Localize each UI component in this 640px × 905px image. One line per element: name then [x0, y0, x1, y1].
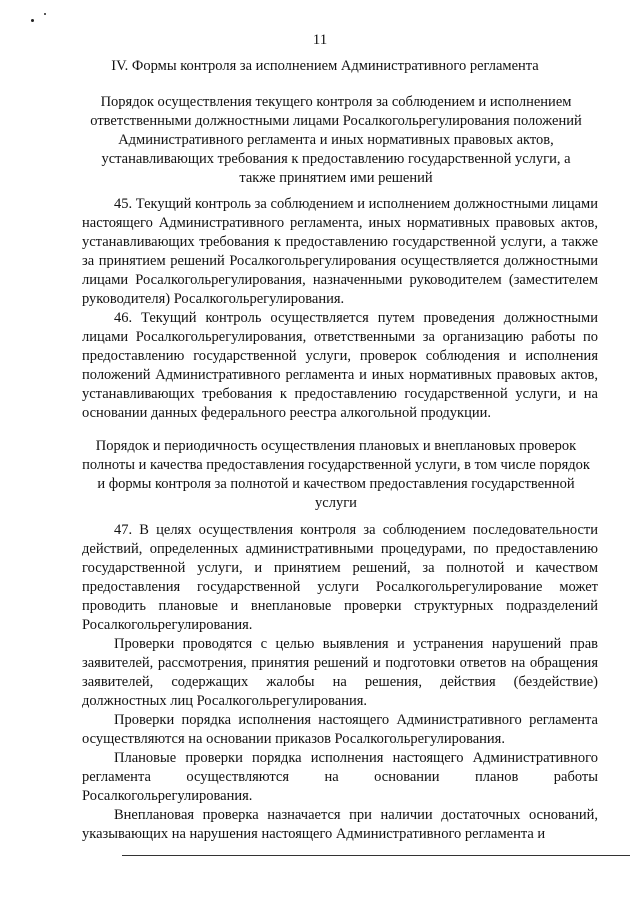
- paragraph-46: 46. Текущий контроль осуществляется путем проведения должностными лицами Росалкогольрегулирования, ответственными за организацию работы по предоставлению государственной услуги, проверок соблюдения и исполнения положений Административного регламента и иных нормативных правовых актов, устанавливающих требования к предоставлению государственной услуги, и на основании данных федерального реестра алкогольной продукции.: [82, 310, 598, 421]
- paragraph-inspection-purpose: Проверки проводятся с целью выявления и устранения нарушений прав заявителей, рассмотрения, принятия решений и подготовки ответов на обращения заявителей, содержащих жалобы на решения, действия (бездействие) должностных лиц Росалкогольрегулирования.: [82, 636, 598, 709]
- paragraph-47: 47. В целях осуществления контроля за соблюдением последовательности действий, определенных административными процедурами, по предоставлению государственной услуги, и принятием решений, за полнотой и качеством предоставления государственной услуги Росалкогольрегулирование может проводить плановые и внеплановые проверки структурных подразделений Росалкогольрегулирования.: [82, 522, 598, 633]
- paragraph-group-1: [82, 195, 598, 423]
- page-number: 11: [312, 32, 328, 48]
- paragraph-group-2: [82, 521, 598, 844]
- footnote-divider: [122, 855, 630, 856]
- paragraph-planned-inspections: Плановые проверки порядка исполнения настоящего Административного регламента осуществляются на основании планов работы Росалкогольрегулирования.: [82, 750, 598, 804]
- paragraph-unscheduled-inspection: Внеплановая проверка назначается при наличии достаточных оснований, указывающих на нарушения настоящего Административного регламента и: [82, 807, 598, 842]
- scan-speck: [31, 19, 34, 22]
- section-title: IV. Формы контроля за исполнением Административного регламента: [111, 58, 539, 74]
- paragraph-45: 45. Текущий контроль за соблюдением и исполнением должностными лицами настоящего Административного регламента, иных нормативных правовых актов, устанавливающих требования к предоставлению государственной услуги, а также за принятием решений Росалкогольрегулирования осуществляется должностными лицами Росалкогольрегулирования, назначенными руководителем (заместителем руководителя) Росалкогольрегулирования.: [82, 196, 598, 307]
- paragraph-inspection-orders: Проверки порядка исполнения настоящего Административного регламента осуществляются на основании приказов Росалкогольрегулирования.: [82, 712, 598, 747]
- subheading-current-control: Порядок осуществления текущего контроля за соблюдением и исполнением ответственными должностными лицами Росалкогольрегулирования положений Административного регламента и иных нормативных правовых актов, устанавливающих требования к предоставлению государственной услуги, а также принятием ими решений: [90, 94, 582, 186]
- subheading-inspections: Порядок и периодичность осуществления плановых и внеплановых проверок полноты и качества предоставления государственной услуги, в том числе порядок и формы контроля за полнотой и качеством предоставления государственной услуги: [82, 438, 590, 511]
- scan-speck: [44, 13, 46, 15]
